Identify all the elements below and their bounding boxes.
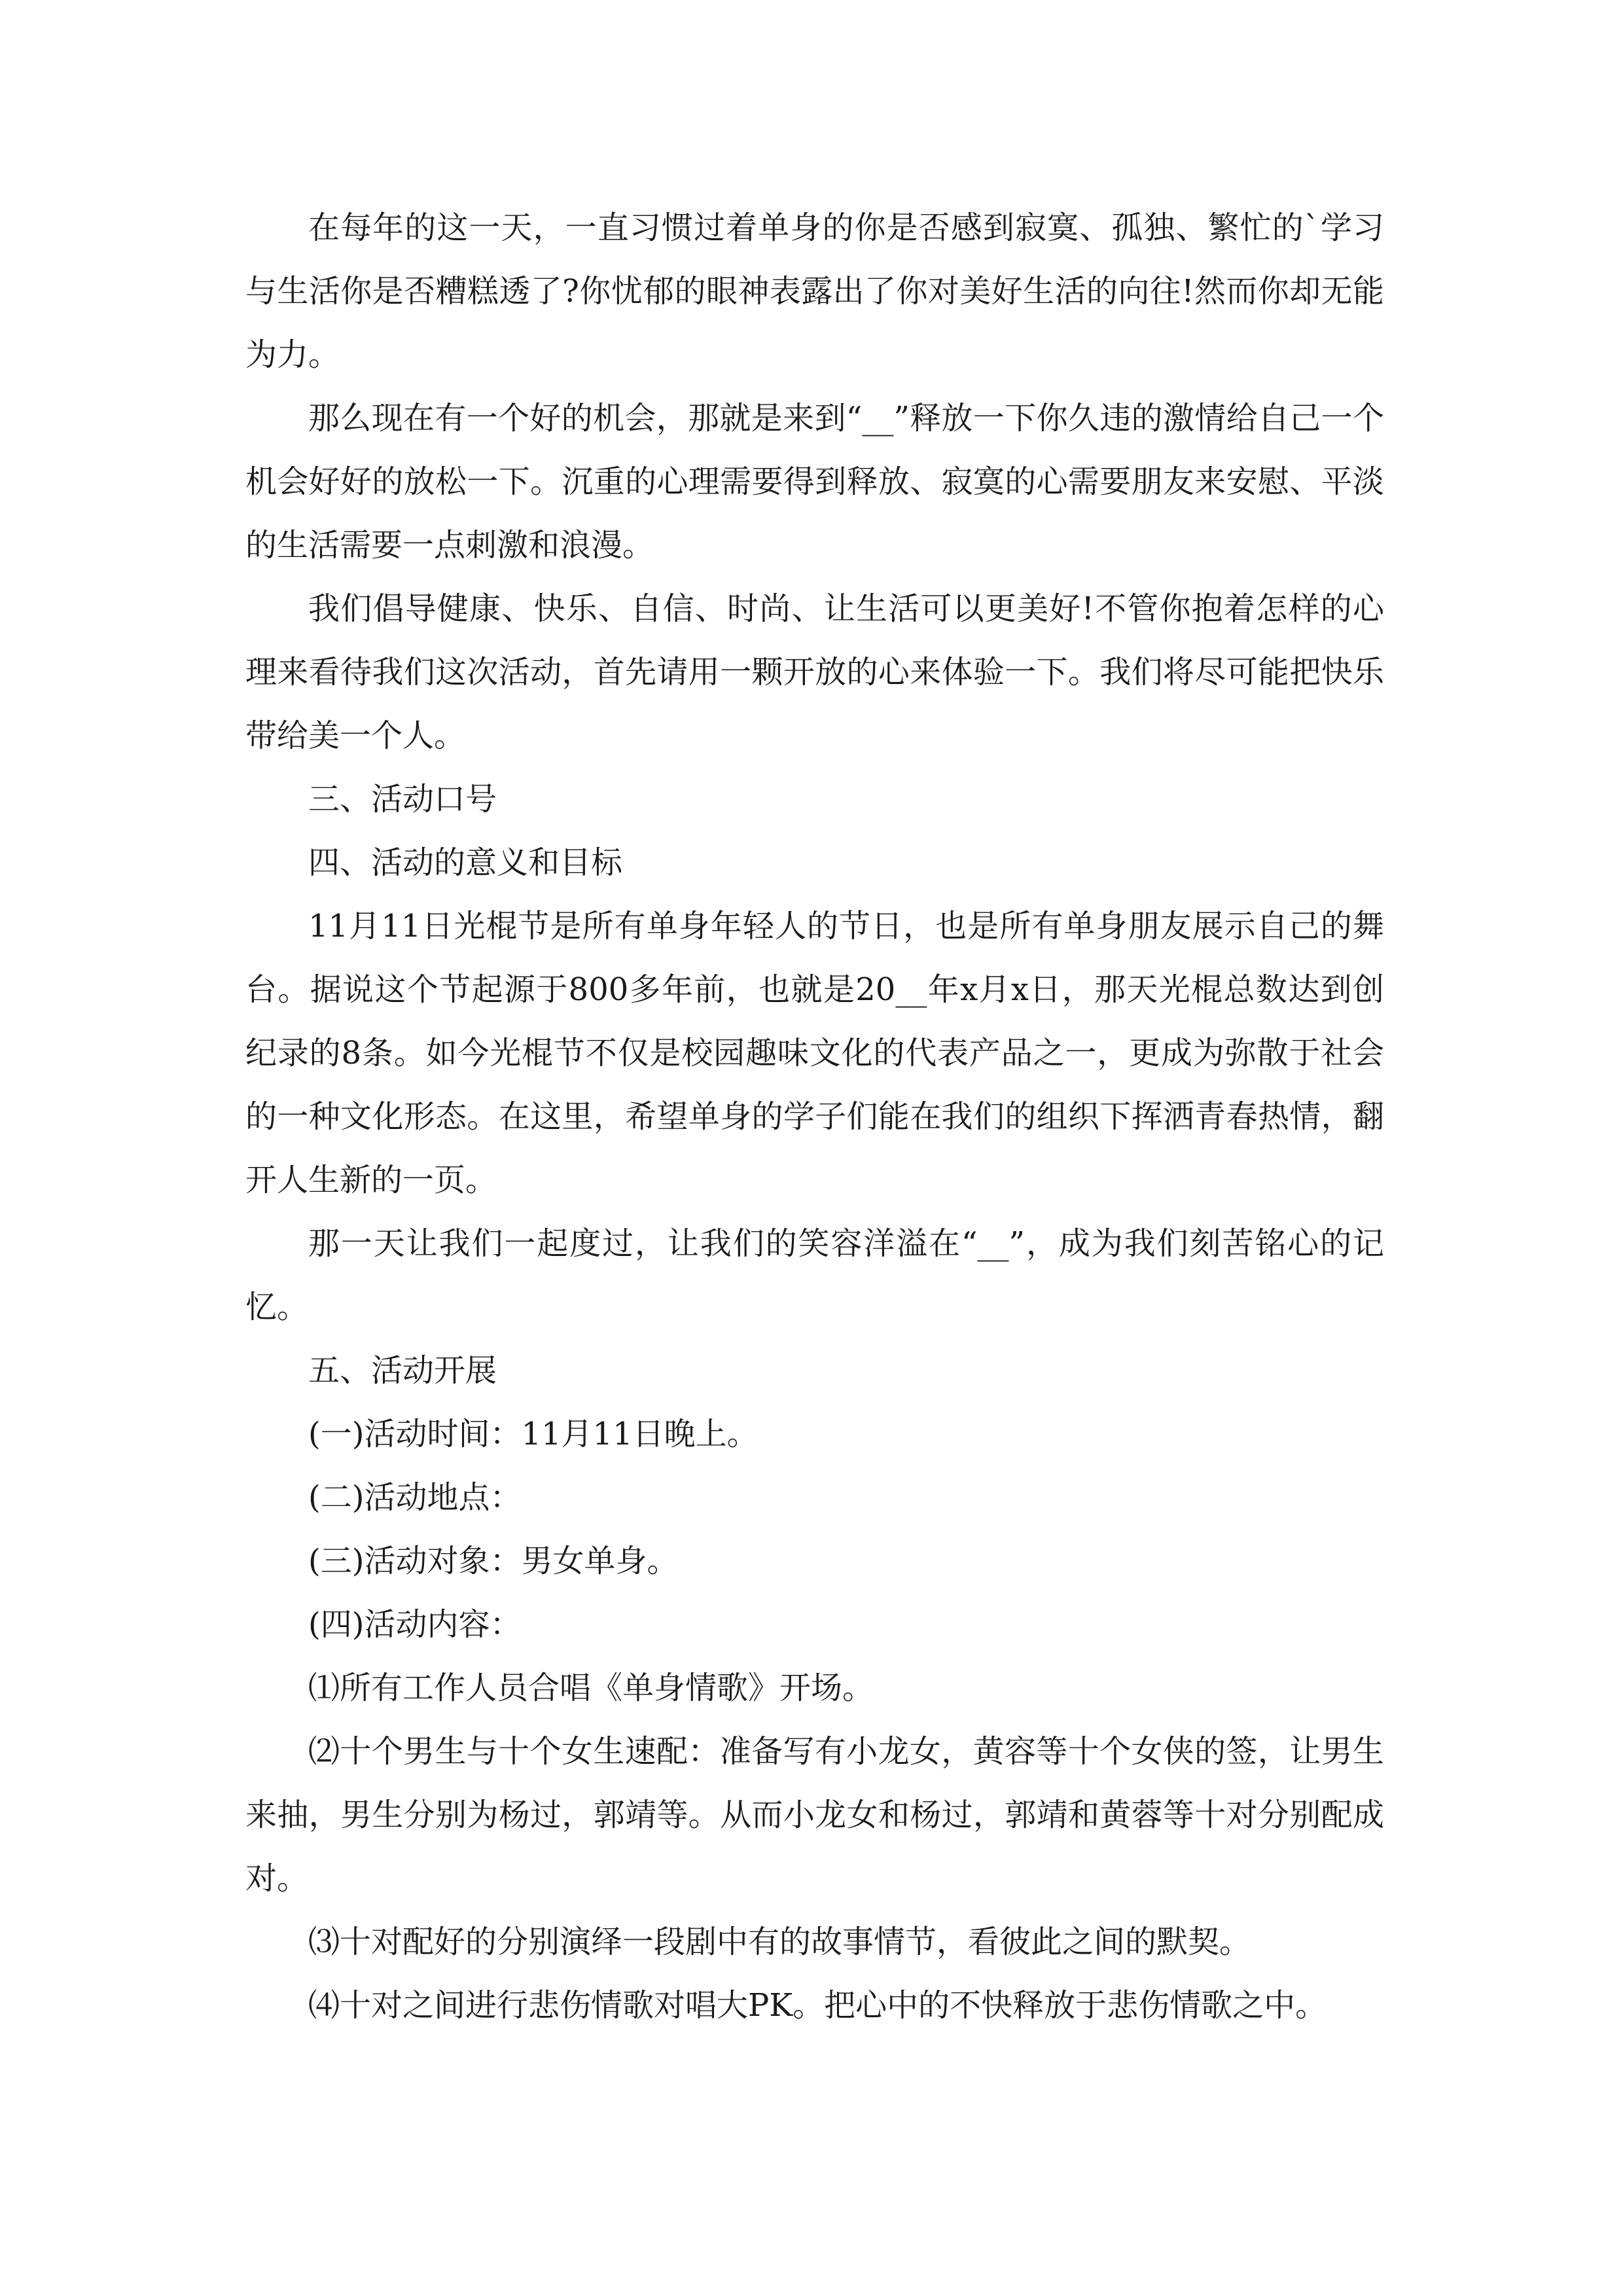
paragraph-loneliness: 在每年的这一天，一直习惯过着单身的你是否感到寂寞、孤独、繁忙的`学习与生活你是否糟糕透了?你忧郁的眼神表露出了你对美好生活的向往!然而你却无能为力。 [245,209,1384,373]
paragraph-advocacy: 我们倡导健康、快乐、自信、时尚、让生活可以更美好!不管你抱着怎样的心理来看待我们这次活动，首先请用一颗开放的心来体验一下。我们将尽可能把快乐带给美一个人。 [245,590,1384,754]
section-heading-meaning: 四、活动的意义和目标 [308,844,623,881]
activity-item-2: ⑵十个男生与十个女生速配：准备写有小龙女，黄容等十个女侠的签，让男生来抽，男生分别为杨过，郭靖等。从而小龙女和杨过，郭靖和黄蓉等十对分别配成对。 [245,1733,1384,1897]
document-body [245,196,1384,2037]
paragraph-memory: 那一天让我们一起度过，让我们的笑容洋溢在“__”，成为我们刻苦铭心的记忆。 [245,1225,1384,1325]
activity-content-heading: (四)活动内容： [308,1606,522,1643]
section-heading-slogan: 三、活动口号 [308,781,497,817]
section-heading-activities: 五、活动开展 [308,1352,497,1389]
paragraph-opportunity: 那么现在有一个好的机会，那就是来到“__”释放一下你久违的激情给自己一个机会好好的放松一下。沉重的心理需要得到释放、寂寞的心需要朋友来安慰、平淡的生活需要一点刺激和浪漫。 [245,400,1384,564]
activity-item-1: ⑴所有工作人员合唱《单身情歌》开场。 [308,1670,874,1706]
paragraph-festival-origin: 11月11日光棍节是所有单身年轻人的节日，也是所有单身朋友展示自己的舞台。据说这个节起源于800多年前，也就是20__年x月x日，那天光棍总数达到创纪录的8条。如今光棍节不仅是校园趣味文化的代表产品之一，更成为弥散于社会的一种文化形态。在这里，希望单身的学子们能在我们的组织下挥洒青春热情，翻开人生新的一页。 [245,908,1384,1198]
activity-item-4: ⑷十对之间进行悲伤情歌对唱大PK。把心中的不快释放于悲伤情歌之中。 [308,1987,1327,2024]
activity-location: (二)活动地点： [308,1479,522,1516]
activity-time: (一)活动时间：11月11日晚上。 [308,1416,758,1452]
activity-audience: (三)活动对象：男女单身。 [308,1543,679,1579]
activity-item-3: ⑶十对配好的分别演绎一段剧中有的故事情节，看彼此之间的默契。 [308,1924,1251,1960]
